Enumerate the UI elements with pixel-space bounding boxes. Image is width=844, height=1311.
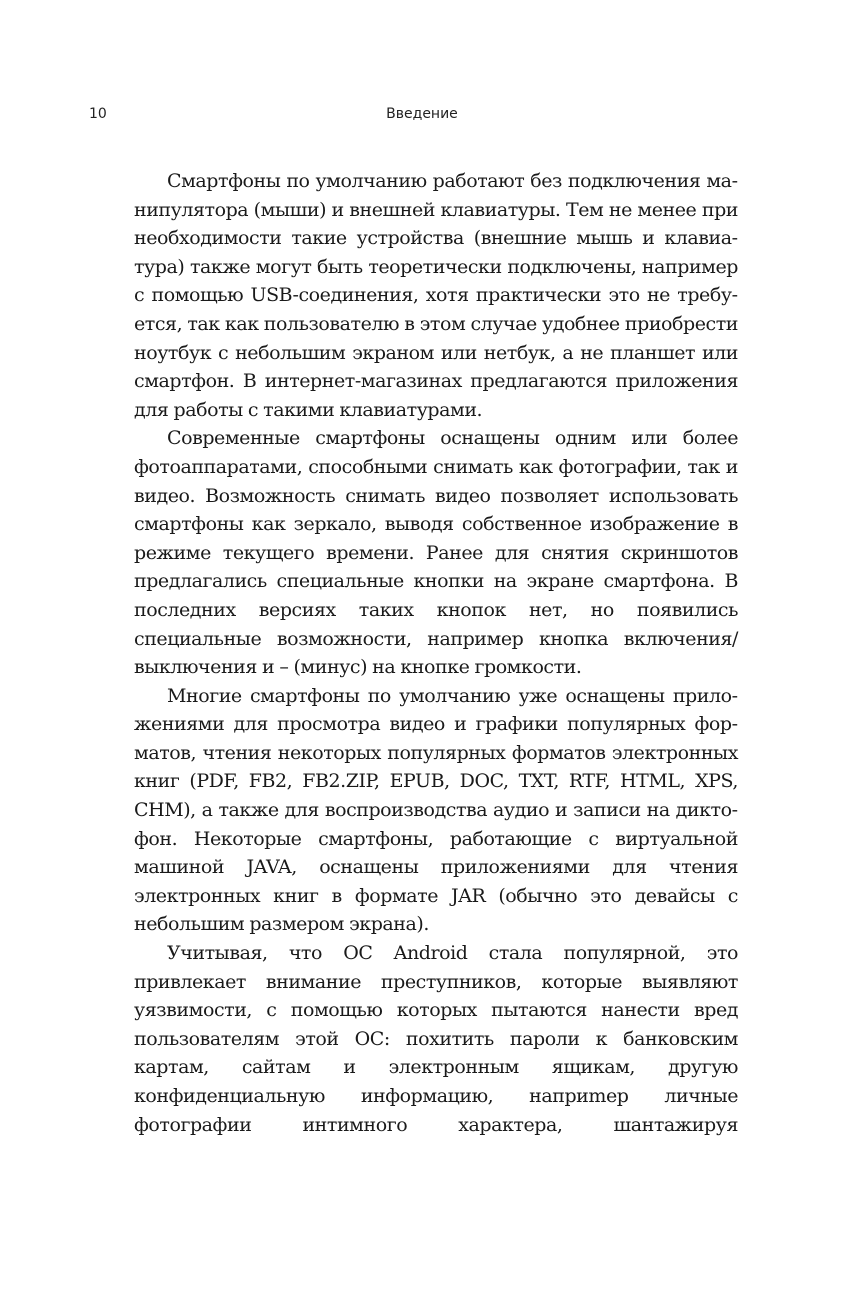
paragraph-2: Современные смартфоны оснащены одним или более фотоаппаратами, способными снимать как фотографии, так и видео. Возможность снимать видео позволяет использовать смартфоны как зеркало, выводя собственное изображение в режиме текущего времени. Ранее для снятия скриншотов предлагались специальные кнопки на экране смартфона. В последних версиях таких кнопок нет, но появились специальные возможности, например кнопка включения/выключения и – (минус) на кнопке громкости. [134, 427, 738, 679]
body-text [134, 167, 738, 1139]
page-number: 10 [89, 106, 107, 122]
paragraph-4: Учитывая, что ОС Android стала популярной, это привлекает внимание преступников, которые выявляют уязвимости, с помощью которых пытаются нанести вред пользователям этой ОС: похитить пароли к банковским картам, сайтам и электронным ящикам, другую конфиденциальную информацию, наприmер личные фотографии интимного характера, шантажируя [134, 942, 738, 1136]
paragraph-3: Многие смартфоны по умолчанию уже оснащены приложениями для просмотра видео и графики популярных форматов, чтения некоторых популярных форматов электронных книг (PDF, FB2, FB2.ZIP, EPUB, DOC, TXT, RTF, HTML, XPS, CHM), а также для воспроизводства аудио и записи на диктофон. Некоторые смартфоны, работающие с виртуальной машиной JAVA, оснащены приложениями для чтения электронных книг в формате JAR (обычно это девайсы с небольшим размером экрана). [134, 684, 738, 936]
running-head-title: Введение [386, 106, 458, 122]
paragraph-1: Смартфоны по умолчанию работают без подключения манипулятора (мыши) и внешней клавиатуры. Тем не менее при необходимости такие устройства (внешние мышь и клавиатура) также могут быть теоретически подключены, например с помощью USB-соединения, хотя практически это не требуется, так как пользователю в этом случае удобнее приобрести ноутбук с небольшим экраном или нетбук, а не планшет или смартфон. В интернет-магазинах предлагаются приложения для работы с такими клавиатурами. [134, 170, 738, 421]
